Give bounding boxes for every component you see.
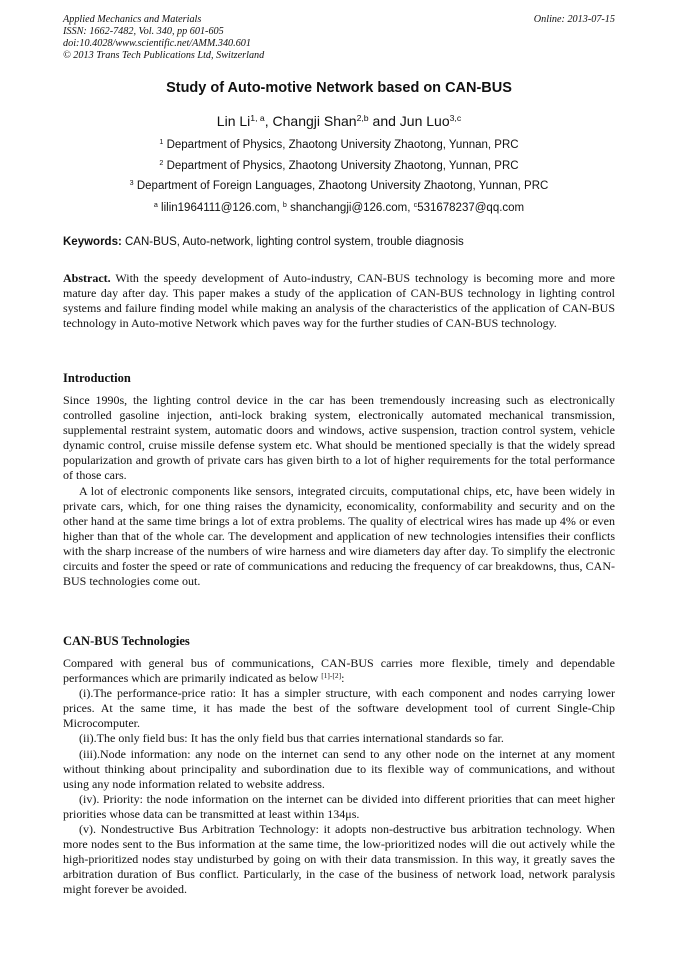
author-affil-mark: 1, a [250,113,265,124]
email-line [0,202,678,214]
affiliation [0,139,678,151]
doi-line: doi:10.4028/www.scientific.net/AMM.340.601 [63,38,251,49]
journal-name: Applied Mechanics and Materials [63,14,202,25]
author-name: Changji Shan [272,113,357,129]
copyright-line: © 2013 Trans Tech Publications Ltd, Switzerland [63,50,265,61]
keywords-label: Keywords: [63,236,122,248]
affiliation [0,180,678,192]
paper-title: Study of Auto-motive Network based on CAN-BUS [166,80,512,96]
paragraph: A lot of electronic components like sensors, integrated circuits, computational chips, etc, have been widely in private cars, which, for one thing raises the dynamicity, economicality, conformability and security and on the other hand at the same time brings a lot of extra problems. The quality of electrical wires has made up 4% or even higher than that of the whole car. The development and application of new technologies intensifies their conflicts with the sharp increase of the numbers of wire harness and wire diameters day after day. To simplify the electronic circuits and foster the speed or rate of communications and reducing the frequency of car breakdowns, thus, CAN-BUS technologies come out. [63,483,615,589]
email-address: lilin1964111@126.com, [161,202,283,214]
affiliation-text: Department of Physics, Zhaotong University Zhaotong, Yunnan, PRC [166,160,519,172]
affiliation [0,160,678,172]
list-item: (i).The performance-price ratio: It has a simpler structure, with each component and nodes carrying lower prices. At the same time, it has made the best of the software development tool of current Single-Chip Microcomputer. [63,686,615,731]
affiliation-mark: 3 [129,179,134,188]
paragraph: Since 1990s, the lighting control device in the car has been tremendously increasing such as electronically controlled gasoline injection, anti-lock braking system, electronically automated mechanical transmission, supplemental restraint system, automatic doors and windows, active suspension, traction control system, vehicle dynamic control, cruise missile defense system etc. What should be mentioned specially is that the widely spread popularization and growth of private cars has given birth to a lot of higher requirements for the total performance of those cars. [63,393,615,483]
author-line [0,113,678,129]
email-address: shanchangji@126.com, [290,202,414,214]
email-mark: b [282,201,287,210]
affiliation-text: Department of Physics, Zhaotong University Zhaotong, Yunnan, PRC [166,139,519,151]
author-name: Lin Li [216,113,251,129]
email-mark: c [413,201,418,210]
list-item: (iii).Node information: any node on the internet can send to any other node on the internet at any moment without thinking about principality and subordination due to its flexible way of communications, and without using any node information related to website address. [63,746,615,791]
paragraph-text: : [341,671,345,686]
introduction-body [63,393,615,589]
affiliation-mark: 1 [159,138,164,147]
section-heading: CAN-BUS Technologies [63,634,190,648]
keywords-text: CAN-BUS, Auto-network, lighting control system, trouble diagnosis [125,236,464,248]
citation: [1]-[2] [321,671,342,681]
list-item: (v). Nondestructive Bus Arbitration Technology: it adopts non-destructive bus arbitration technology. When more nodes sent to the Bus information at the same time, the low-prioritized nodes will die out actively while the high-prioritized nodes stay undisturbed by going on with their data transmission. In this way, it greatly saves the arbitration duration of Bus conflict. Particularly, in the case of the business of network load, network paralysis might forever be avoided. [63,822,615,897]
paragraph-text: Compared with general bus of communications, CAN-BUS carries more flexible, timely and dependable performances which are primarily indicated as below [63,656,615,686]
list-item: (ii).The only field bus: It has the only field bus that carries international standards so far. [79,731,504,746]
list-item: (iv). Priority: the node information on the internet can be divided into different priorities that can meet higher priorities whose data can be transmitted at least within 134μs. [63,791,615,821]
email-address: 531678237@qq.com [417,202,525,214]
author-affil-mark: 2,b [356,113,369,124]
author-affil-mark: 3,c [449,113,462,124]
issn-line: ISSN: 1662-7482, Vol. 340, pp 601-605 [63,26,224,37]
abstract-label: Abstract. [63,271,111,285]
affiliation-text: Department of Foreign Languages, Zhaotong University Zhaotong, Yunnan, PRC [136,180,549,192]
email-mark: a [153,201,158,210]
abstract-text: With the speedy development of Auto-industry, CAN-BUS technology is becoming more and more mature day after day. This paper makes a study of the application of CAN-BUS technology in lighting control systems and failure finding model while making an analysis of the characteristics of the application of CAN-BUS technology in Auto-motive Network which paves way for the further studies of CAN-BUS technology. [63,271,615,331]
online-date: Online: 2013-07-15 [533,14,615,25]
keywords [63,236,615,248]
author-separator: and [368,113,400,129]
paragraph [63,656,615,686]
author-name: Jun Luo [399,113,450,129]
canbus-body [63,656,615,898]
section-heading: Introduction [63,371,131,385]
abstract [63,271,615,331]
journal-header [63,14,264,62]
author-separator: , [264,113,273,129]
affiliation-mark: 2 [159,159,164,168]
